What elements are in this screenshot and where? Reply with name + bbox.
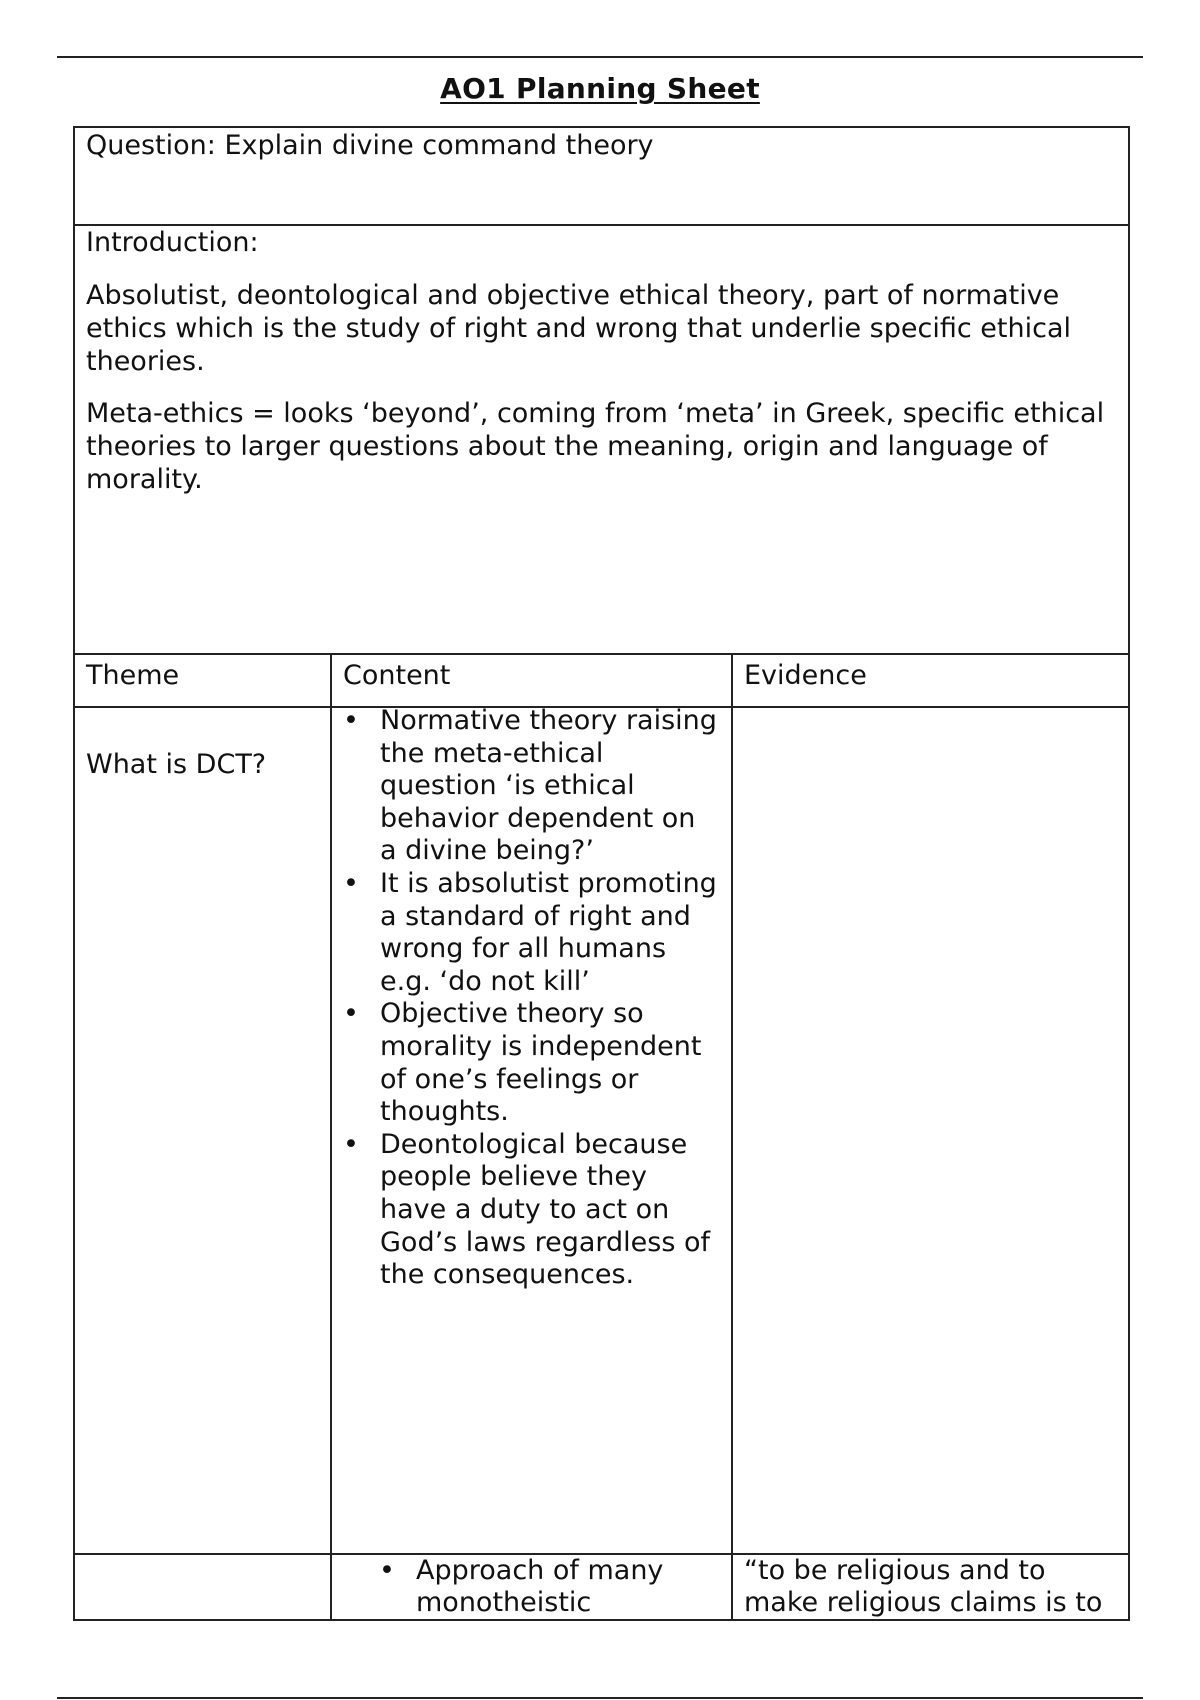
column-divider <box>731 653 733 1621</box>
header-content <box>332 655 731 707</box>
table-row-1-evidence <box>733 708 1129 1554</box>
column-divider <box>330 653 332 1621</box>
introduction-paragraph: Meta-ethics = looks ‘beyond’, coming from ‘meta’ in Greek, specific ethical theories to larger questions about the meaning, origin and language of morality. <box>86 398 1105 495</box>
header-evidence <box>733 655 1129 707</box>
evidence-text: “to be religious and to make religious claims is to <box>744 1555 1103 1618</box>
introduction-paragraph: Absolutist, deontological and objective ethical theory, part of normative ethics which is the study of right and wrong that underlie specific ethical theories. <box>86 280 1071 377</box>
content-list <box>343 705 720 1292</box>
planning-table <box>73 126 1130 1621</box>
list-item: • It is absolutist promoting a standard of right and wrong for all humans e.g. ‘do not kill’ <box>343 868 720 998</box>
table-row-2-content <box>332 1555 731 1621</box>
content-list <box>343 1555 720 1619</box>
header-evidence-label: Evidence <box>744 660 867 691</box>
question-cell <box>75 128 1128 224</box>
bottom-rule <box>57 1697 1143 1699</box>
table-row-2-theme <box>75 1555 330 1621</box>
top-rule <box>57 56 1143 58</box>
header-theme <box>75 655 330 707</box>
list-item: • Deontological because people believe they have a duty to act on God’s laws regardless of the consequences. <box>343 1129 720 1292</box>
question-text: Question: Explain divine command theory <box>86 130 654 161</box>
introduction-cell <box>75 226 1128 654</box>
table-row-2-evidence <box>733 1555 1129 1621</box>
list-item: • Approach of many monotheistic <box>343 1555 720 1619</box>
table-row-1-theme <box>75 708 330 1554</box>
page-title: AO1 Planning Sheet <box>440 72 760 105</box>
header-theme-label: Theme <box>86 660 180 691</box>
table-row-1-content <box>332 705 731 1554</box>
introduction-label: Introduction: <box>86 227 259 258</box>
header-content-label: Content <box>343 660 451 691</box>
list-item: • Objective theory so morality is independent of one’s feelings or thoughts. <box>343 998 720 1128</box>
list-item: • Normative theory raising the meta-ethical question ‘is ethical behavior dependent on a divine being?’ <box>343 705 720 868</box>
theme-text: What is DCT? <box>86 749 267 780</box>
